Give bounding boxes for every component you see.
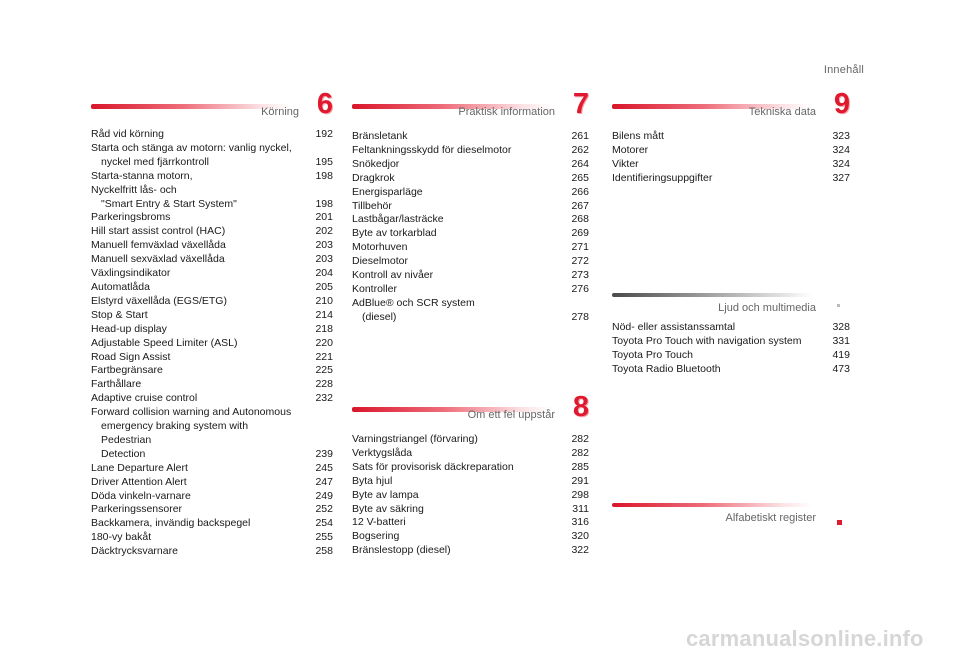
entry-page-number: 225: [315, 364, 333, 377]
section-header: [612, 88, 850, 122]
entry-title-line: "Smart Entry & Start System": [101, 197, 237, 210]
entry-title: [352, 200, 557, 214]
toc-entry[interactable]: [91, 337, 333, 351]
watermark: carmanualsonline.info: [686, 626, 924, 651]
entry-page-number: 261: [571, 130, 589, 142]
toc-entry[interactable]: [91, 517, 333, 531]
entry-title: [352, 530, 557, 544]
entry-title-line: Feltankningsskydd för dieselmotor: [352, 143, 512, 156]
entry-page-number: 254: [315, 517, 333, 530]
entry-title-line: Kontroll av nivåer: [352, 269, 434, 282]
section-korning: [91, 88, 333, 559]
entry-title: [352, 475, 557, 489]
toc-entry[interactable]: [352, 172, 589, 186]
toc-entry[interactable]: [91, 351, 333, 365]
toc-entry[interactable]: [91, 378, 333, 392]
toc-entry[interactable]: [91, 503, 333, 517]
toc-entry[interactable]: [91, 531, 333, 545]
entry-title-line: Road Sign Assist: [91, 350, 171, 363]
entry-title: [352, 172, 557, 186]
entry-title: [352, 447, 557, 461]
section-header: [91, 88, 333, 122]
entry-title-line: Stop & Start: [91, 308, 148, 321]
entry-title-line: Byte av säkring: [352, 502, 424, 515]
entry-title: [91, 323, 301, 337]
toc-entry[interactable]: [352, 269, 589, 283]
entry-page-number: 282: [571, 446, 589, 459]
entry-title: [91, 239, 301, 253]
toc-entry[interactable]: [91, 309, 333, 323]
entry-page-number: 258: [315, 545, 333, 558]
chapter-number: 8: [572, 391, 589, 423]
entry-list: [352, 130, 589, 325]
entry-title-line: Motorhuven: [352, 241, 408, 254]
toc-entry[interactable]: [352, 297, 589, 325]
entry-title-line: Manuell sexväxlad växellåda: [91, 253, 225, 266]
entry-page-number: 247: [315, 475, 333, 488]
entry-title: [352, 130, 557, 144]
entry-title-line: Hill start assist control (HAC): [91, 225, 226, 238]
toc-entry[interactable]: [91, 128, 333, 142]
entry-title: [352, 144, 557, 158]
entry-title-line: Parkeringsbroms: [91, 211, 171, 224]
entry-page-number: 228: [315, 378, 333, 391]
chapter-number: 9: [833, 88, 850, 120]
entry-title: [91, 253, 301, 267]
section-title: Körning: [261, 106, 299, 118]
toc-entry[interactable]: [612, 172, 850, 186]
toc-entry[interactable]: [91, 239, 333, 253]
entry-title: [91, 128, 301, 142]
entry-list: [612, 321, 850, 377]
toc-entry[interactable]: [91, 281, 333, 295]
entry-title-line: Forward collision warning and Autonomous: [91, 406, 292, 419]
toc-entry[interactable]: [612, 349, 850, 363]
entry-page-number: 262: [571, 143, 589, 156]
toc-entry[interactable]: [612, 321, 850, 335]
entry-title: [91, 517, 301, 531]
toc-entry[interactable]: [352, 130, 589, 144]
entry-title-line: Byte av lampa: [352, 488, 419, 501]
entry-title: [91, 351, 301, 365]
entry-page-number: 203: [315, 239, 333, 252]
entry-title: [352, 255, 557, 269]
entry-title: [91, 364, 301, 378]
entry-page-number: 322: [571, 544, 589, 557]
entry-page-number: 282: [571, 433, 589, 445]
entry-title-line: Backkamera, invändig backspegel: [91, 517, 251, 530]
entry-page-number: 198: [315, 169, 333, 182]
entry-title-line: nyckel med fjärrkontroll: [101, 155, 209, 168]
entry-title: [352, 186, 557, 200]
entry-title: [352, 489, 557, 503]
section-header: [612, 288, 850, 314]
entry-title: [352, 544, 557, 558]
entry-title-line: Identifieringsuppgifter: [612, 171, 713, 184]
entry-title-line: Döda vinkeln-varnare: [91, 489, 191, 502]
entry-title: [612, 144, 818, 158]
entry-title: [612, 172, 818, 186]
toc-entry[interactable]: [91, 267, 333, 281]
entry-title: [91, 267, 301, 281]
entry-list: [352, 433, 589, 558]
entry-title-line: Bilens mått: [612, 130, 664, 142]
entry-title: [612, 349, 818, 363]
toc-entry[interactable]: [352, 255, 589, 269]
entry-title: [91, 295, 301, 309]
entry-title: [91, 406, 301, 462]
toc-entry[interactable]: [352, 200, 589, 214]
entry-title: [352, 269, 557, 283]
section-bar: [612, 293, 812, 297]
entry-title-line: Kontroller: [352, 282, 397, 295]
entry-title-line: Lastbågar/lasträcke: [352, 213, 444, 226]
entry-page-number: 266: [571, 185, 589, 198]
chapter-number: 6: [316, 88, 333, 120]
toc-entry[interactable]: [352, 489, 589, 503]
entry-title-line: Adaptive cruise control: [91, 392, 198, 405]
entry-title: [91, 378, 301, 392]
entry-title: [352, 461, 557, 475]
entry-title-line: Snökedjor: [352, 157, 400, 170]
entry-page-number: 192: [315, 128, 333, 140]
entry-title: [352, 241, 557, 255]
entry-title-line: 180-vy bakåt: [91, 531, 152, 544]
entry-title-line: Verktygslåda: [352, 446, 413, 459]
entry-title-line: Dieselmotor: [352, 255, 409, 268]
toc-entry[interactable]: [352, 544, 589, 558]
entry-title: [91, 170, 301, 184]
entry-title-line: emergency braking system with Pedestrian: [101, 420, 249, 446]
entry-title-line: Dragkrok: [352, 171, 395, 184]
entry-page-number: 218: [315, 322, 333, 335]
section-title: Alfabetiskt register: [725, 512, 816, 524]
entry-title-line: 12 V-batteri: [352, 516, 406, 529]
section-header: [612, 498, 850, 524]
entry-title-line: Bränsletank: [352, 130, 408, 142]
toc-entry[interactable]: [91, 406, 333, 462]
entry-page-number: 316: [571, 516, 589, 529]
entry-page-number: 265: [571, 171, 589, 184]
entry-page-number: 272: [571, 255, 589, 268]
entry-title-line: Lane Departure Alert: [91, 461, 188, 474]
entry-title: [91, 142, 301, 170]
entry-page-number: 198: [315, 197, 333, 210]
entry-title-line: Energisparläge: [352, 185, 423, 198]
entry-page-number: 273: [571, 269, 589, 282]
toc-entry[interactable]: [352, 241, 589, 255]
entry-title: [352, 433, 557, 447]
toc-entry[interactable]: [91, 225, 333, 239]
entry-title-line: Head-up display: [91, 322, 167, 335]
section-header: [352, 391, 589, 425]
entry-page-number: 324: [832, 157, 850, 170]
entry-title: [612, 158, 818, 172]
toc-entry[interactable]: [91, 545, 333, 559]
entry-page-number: 331: [832, 334, 850, 347]
entry-title-line: Farthållare: [91, 378, 142, 391]
entry-title-line: Tillbehör: [352, 199, 392, 212]
entry-page-number: 239: [315, 447, 333, 460]
toc-entry[interactable]: [352, 186, 589, 200]
entry-page-number: 291: [571, 474, 589, 487]
entry-title: [91, 490, 301, 504]
section-marker: [837, 304, 840, 307]
toc-entry[interactable]: [91, 184, 333, 212]
toc-entry[interactable]: [352, 158, 589, 172]
entry-page-number: 271: [571, 241, 589, 254]
toc-entry[interactable]: [612, 158, 850, 172]
entry-title-line: Sats för provisorisk däckreparation: [352, 460, 514, 473]
entry-title-line: Parkeringssensorer: [91, 503, 183, 516]
toc-entry[interactable]: [91, 211, 333, 225]
entry-title: [91, 184, 301, 212]
entry-title-line: Växlingsindikator: [91, 267, 171, 280]
entry-title-line: Nöd- eller assistanssamtal: [612, 321, 736, 333]
toc-entry[interactable]: [91, 295, 333, 309]
entry-page-number: 324: [832, 143, 850, 156]
entry-title: [352, 213, 557, 227]
entry-title: [352, 503, 557, 517]
entry-title: [91, 503, 301, 517]
entry-title: [91, 462, 301, 476]
entry-title-line: Varningstriangel (förvaring): [352, 433, 478, 445]
entry-list: [612, 130, 850, 186]
entry-page-number: 210: [315, 294, 333, 307]
entry-list: [91, 128, 333, 559]
entry-page-number: 205: [315, 280, 333, 293]
entry-title-line: Bränslestopp (diesel): [352, 544, 451, 557]
entry-title-line: Råd vid körning: [91, 128, 164, 140]
entry-page-number: 473: [832, 362, 850, 375]
entry-page-number: 195: [315, 155, 333, 168]
entry-title: [91, 337, 301, 351]
entry-title: [91, 392, 301, 406]
toc-entry[interactable]: [352, 461, 589, 475]
entry-page-number: 264: [571, 157, 589, 170]
toc-entry[interactable]: [352, 283, 589, 297]
toc-entry[interactable]: [352, 475, 589, 489]
entry-title-line: Starta-stanna motorn,: [91, 169, 193, 182]
entry-page-number: 323: [832, 130, 850, 142]
entry-page-number: 221: [315, 350, 333, 363]
toc-entry[interactable]: [352, 516, 589, 530]
entry-title: [91, 225, 301, 239]
entry-page-number: 220: [315, 336, 333, 349]
entry-title: [352, 283, 557, 297]
entry-page-number: 203: [315, 253, 333, 266]
entry-page-number: 252: [315, 503, 333, 516]
entry-page-number: 201: [315, 211, 333, 224]
entry-title: [91, 281, 301, 295]
toc-entry[interactable]: [612, 363, 850, 377]
toc-entry[interactable]: [352, 503, 589, 517]
entry-page-number: 327: [832, 171, 850, 184]
entry-title: [612, 130, 818, 144]
entry-title-line: Byte av torkarblad: [352, 227, 437, 240]
section-ljud-och-multimedia: [612, 288, 850, 377]
entry-page-number: 204: [315, 267, 333, 280]
entry-title-line: AdBlue® och SCR system: [352, 296, 475, 309]
entry-page-number: 255: [315, 531, 333, 544]
toc-entry[interactable]: [91, 392, 333, 406]
entry-title: [352, 297, 557, 325]
entry-title-line: Toyota Pro Touch with navigation system: [612, 334, 802, 347]
entry-title: [91, 531, 301, 545]
entry-title: [352, 516, 557, 530]
section-bar: [612, 503, 812, 507]
toc-entry[interactable]: [352, 447, 589, 461]
toc-entry[interactable]: [91, 142, 333, 170]
entry-page-number: 214: [315, 308, 333, 321]
entry-title-line: Adjustable Speed Limiter (ASL): [91, 336, 238, 349]
section-marker: [837, 520, 842, 525]
entry-title-line: Manuell femväxlad växellåda: [91, 239, 226, 252]
toc-entry[interactable]: [91, 323, 333, 337]
section-praktisk-information: [352, 88, 589, 325]
section-title: Praktisk information: [458, 106, 555, 118]
entry-title-line: (diesel): [362, 310, 397, 323]
entry-title: [91, 476, 301, 490]
entry-page-number: 249: [315, 489, 333, 502]
entry-title: [612, 321, 818, 335]
entry-title-line: Bogsering: [352, 530, 400, 543]
entry-page-number: 311: [572, 502, 589, 515]
page-label: Innehåll: [823, 64, 864, 76]
entry-title: [91, 545, 301, 559]
toc-entry[interactable]: [352, 144, 589, 158]
section-header: [352, 88, 589, 122]
toc-entry[interactable]: [91, 462, 333, 476]
section-alfabetiskt-register: [612, 498, 850, 524]
entry-page-number: 232: [315, 392, 333, 405]
toc-entry[interactable]: [91, 476, 333, 490]
entry-page-number: 320: [571, 530, 589, 543]
entry-title-line: Automatlåda: [91, 280, 150, 293]
entry-page-number: 268: [571, 213, 589, 226]
entry-title-line: Vikter: [612, 157, 639, 170]
entry-title-line: Byta hjul: [352, 474, 393, 487]
entry-title-line: Toyota Pro Touch: [612, 348, 693, 361]
entry-page-number: 267: [571, 199, 589, 212]
entry-title: [91, 309, 301, 323]
toc-entry[interactable]: [91, 170, 333, 184]
toc-entry[interactable]: [352, 227, 589, 241]
entry-title: [352, 158, 557, 172]
entry-title-line: Detection: [101, 447, 146, 460]
section-title: Om ett fel uppstår: [467, 409, 555, 421]
entry-title: [612, 335, 818, 349]
entry-title-line: Toyota Radio Bluetooth: [612, 362, 721, 375]
entry-page-number: 419: [832, 348, 850, 361]
entry-title-line: Nyckelfritt lås- och: [91, 183, 177, 196]
entry-title-line: Däcktrycksvarnare: [91, 545, 178, 558]
toc-entry[interactable]: [91, 253, 333, 267]
entry-page-number: 269: [571, 227, 589, 240]
entry-page-number: 202: [315, 225, 333, 238]
toc-entry[interactable]: [91, 364, 333, 378]
entry-page-number: 276: [571, 282, 589, 295]
toc-entry[interactable]: [612, 335, 850, 349]
toc-entry[interactable]: [612, 130, 850, 144]
section-tekniska-data: [612, 88, 850, 186]
entry-page-number: 285: [571, 460, 589, 473]
toc-entry[interactable]: [612, 144, 850, 158]
entry-page-number: 278: [571, 310, 589, 323]
section-title: Ljud och multimedia: [718, 302, 816, 314]
toc-entry[interactable]: [352, 530, 589, 544]
toc-entry[interactable]: [352, 433, 589, 447]
entry-title: [91, 211, 301, 225]
entry-title-line: Driver Attention Alert: [91, 475, 187, 488]
section-om-ett-fel-uppstar: [352, 391, 589, 558]
entry-page-number: 298: [571, 488, 589, 501]
entry-title-line: Fartbegränsare: [91, 364, 163, 377]
entry-title-line: Elstyrd växellåda (EGS/ETG): [91, 294, 227, 307]
toc-entry[interactable]: [352, 213, 589, 227]
section-title: Tekniska data: [748, 106, 816, 118]
chapter-number: 7: [572, 88, 589, 120]
entry-title: [352, 227, 557, 241]
entry-title: [612, 363, 818, 377]
toc-entry[interactable]: [91, 490, 333, 504]
entry-page-number: 328: [832, 321, 850, 333]
entry-title-line: Motorer: [612, 143, 649, 156]
entry-page-number: 245: [315, 461, 333, 474]
entry-title-line: Starta och stänga av motorn: vanlig nyckel,: [91, 141, 292, 154]
